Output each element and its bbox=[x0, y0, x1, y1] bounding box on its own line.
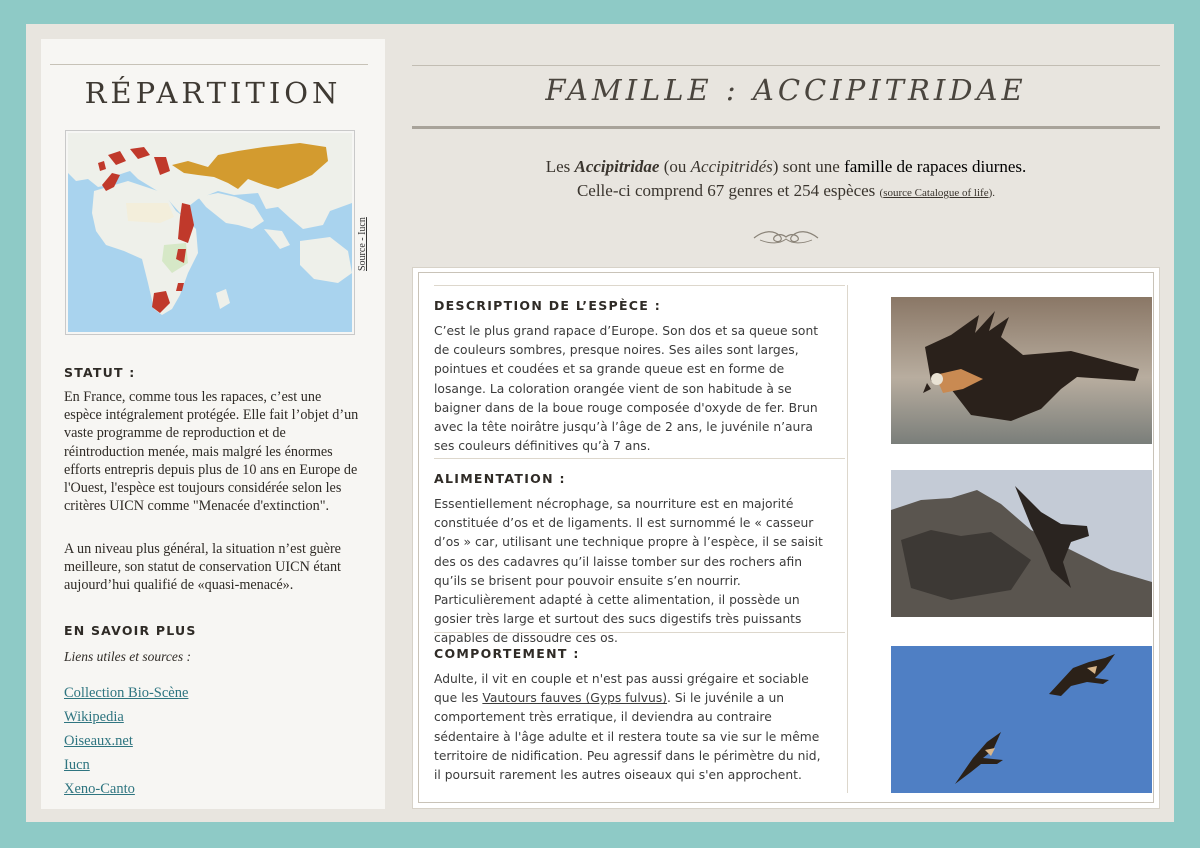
divider bbox=[50, 64, 368, 65]
link-iucn[interactable]: Iucn bbox=[64, 757, 90, 773]
description-title: DESCRIPTION DE L’ESPÈCE : bbox=[434, 298, 662, 313]
intro-family-name: Accipitridae bbox=[574, 157, 660, 176]
link-wikipedia[interactable]: Wikipedia bbox=[64, 709, 124, 725]
species-card bbox=[412, 267, 1160, 809]
header-divider-bottom bbox=[412, 126, 1160, 129]
intro-paren: ). bbox=[988, 187, 996, 199]
repartition-heading: RÉPARTITION bbox=[84, 76, 342, 110]
species-card-border bbox=[418, 272, 1154, 803]
intro-text bbox=[412, 155, 1160, 205]
intro-paren: ( bbox=[879, 187, 884, 199]
intro-french-name: Accipitridés bbox=[690, 157, 773, 176]
gyps-fulvus-link[interactable]: Vautours fauves (Gyps fulvus) bbox=[482, 691, 668, 706]
intro-highlight: famille de rapaces diurnes. bbox=[844, 157, 1027, 176]
ornament-icon bbox=[750, 226, 822, 252]
column-divider bbox=[847, 285, 848, 793]
photo-pair-flying bbox=[891, 646, 1152, 793]
distribution-map[interactable] bbox=[65, 130, 355, 335]
statut-label: STATUT : bbox=[64, 365, 136, 380]
comportement-text-part: Adulte, il vit en couple et n'est pas aussi grégaire et sociable que les bbox=[434, 672, 809, 706]
intro-part: (ou bbox=[659, 157, 691, 176]
intro-part: ) sont une bbox=[772, 157, 845, 176]
divider bbox=[434, 285, 845, 286]
links-list bbox=[64, 683, 188, 803]
link-xeno-canto[interactable]: Xeno-Canto bbox=[64, 781, 135, 797]
comportement-title: COMPORTEMENT : bbox=[434, 646, 580, 661]
comportement-text bbox=[434, 670, 829, 785]
more-label: EN SAVOIR PLUS bbox=[64, 623, 197, 638]
alimentation-title: ALIMENTATION : bbox=[434, 471, 566, 486]
divider bbox=[434, 632, 845, 633]
alimentation-text: Essentiellement nécrophage, sa nourriture est en majorité constituée d’os et de ligaments. Il est surnommé le « casseur d’os » car, utilisant une technique propre à l’espèce, il se saisit des os des cadavres qu’il laisse tomber sur des rochers afin qu’ils se brisent pour pouvoir ensuite s’en nourrir. Particulièrement adapté à cette alimentation, il possède un gosier très large et surtout des sucs digestifs très puissants capables de dissoudre ces os. bbox=[434, 497, 823, 646]
link-bio-scene[interactable]: Collection Bio-Scène bbox=[64, 685, 189, 701]
more-subtitle: Liens utiles et sources : bbox=[64, 649, 191, 664]
sidebar bbox=[41, 39, 385, 809]
link-oiseaux-net[interactable]: Oiseaux.net bbox=[64, 733, 133, 749]
statut-paragraph-1: En France, comme tous les rapaces, c’est une espèce intégralement protégée. Elle fait l’objet d’un vaste programme de reproduction et de réintroduction menée, mais malgré les énormes efforts entrepris depuis plus de 10 ans en Europe de l'Ouest, l'espèce est toujours considérée selon les critères UICN comme "Menacée d'extinction". bbox=[64, 389, 359, 515]
map-source-link[interactable]: Source - Iucn bbox=[357, 217, 368, 271]
intro-part: Les bbox=[545, 157, 575, 176]
page-title: FAMILLE : ACCIPITRIDAE bbox=[545, 73, 1027, 107]
header-divider-top bbox=[412, 65, 1160, 66]
description-text: C’est le plus grand rapace d’Europe. Son dos et sa queue sont de couleurs sombres, presque noires. Ses ailes sont larges, pointues et coudées et sa grande queue est en forme de losange. La coloration orangée vient de son habitude à se baigner dans de la boue rouge composée d'oxyde de fer. Brun avec la tête noirâtre jusqu’à l’âge de 2 ans, le juvénile n’aura ses couleurs définitives qu’à 7 ans. bbox=[434, 324, 819, 454]
intro-part: Celle-ci comprend 67 genres et 254 espèces bbox=[576, 181, 880, 200]
statut-paragraph-2: A un niveau plus général, la situation n’est guère meilleure, son statut de conservation UICN étant aujourd’hui qualifié de «quasi-menacé». bbox=[64, 541, 341, 594]
photo-adult-flying bbox=[891, 297, 1152, 444]
source-link[interactable]: source Catalogue of life bbox=[883, 187, 989, 199]
comportement-text-part: . Si le juvénile a un comportement très erratique, il deviendra au contraire sédentaire à l'âge adulte et il restera toute sa vie sur le même territoire de nidification. Peu agressif dans le périmètre du nid, il poursuit rarement les autres oiseaux qui s'en approchent. bbox=[434, 691, 821, 783]
photo-vulture-rocks bbox=[891, 470, 1152, 617]
divider bbox=[434, 458, 845, 459]
